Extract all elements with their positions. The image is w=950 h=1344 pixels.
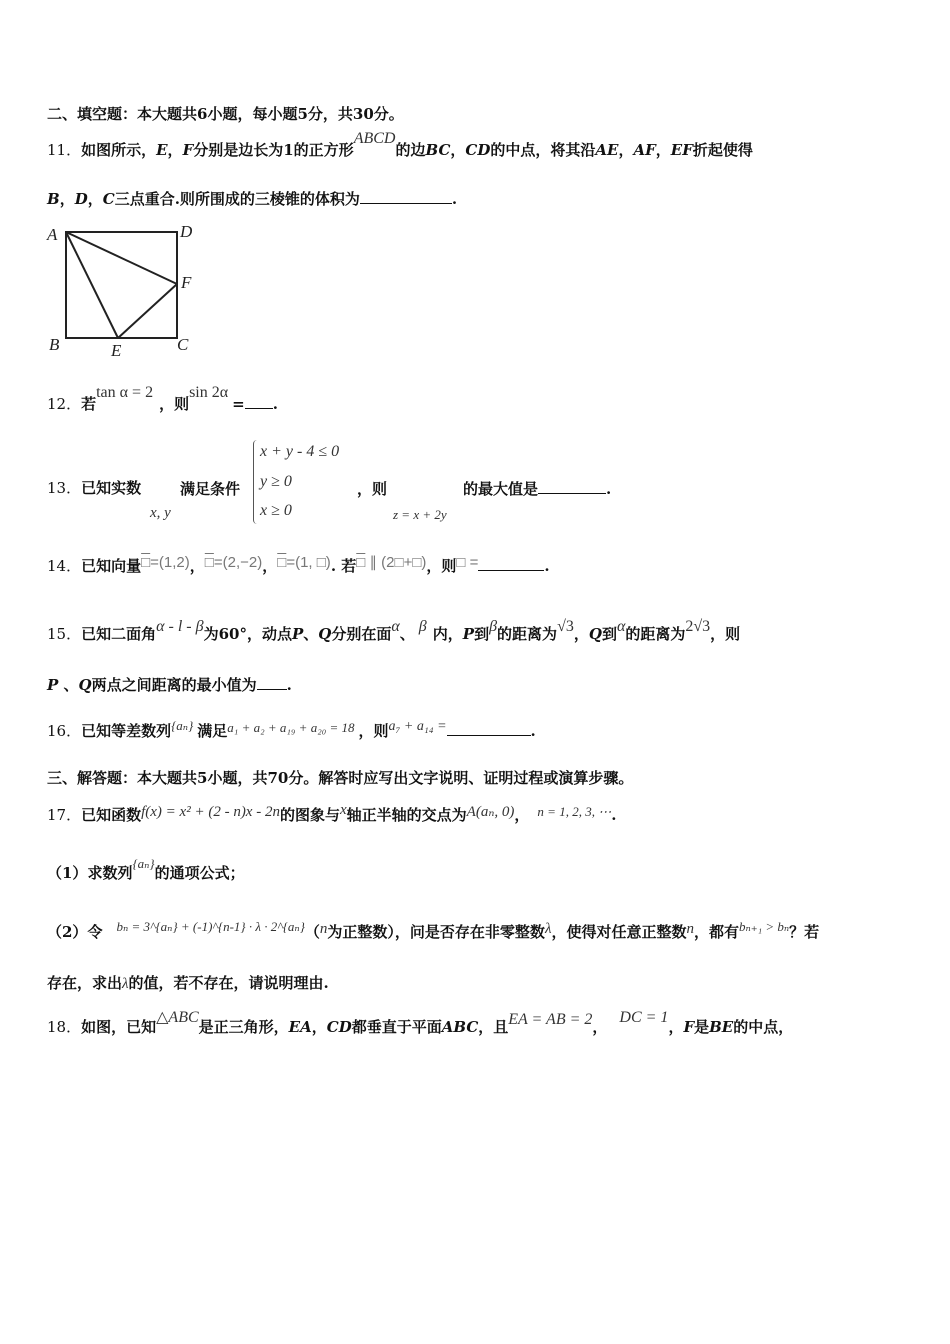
q15-line2: P 、Q两点之间距离的最小值为 . (47, 676, 292, 694)
label-d: D (180, 222, 193, 241)
q11-number: 11． (47, 141, 82, 159)
answer-blank (257, 675, 287, 690)
q13-vars: x, y (150, 505, 171, 521)
label-a: A (47, 225, 58, 244)
q13-text2: 满足条件 (180, 480, 241, 498)
q15-line1: 15．已知二面角α - l - β为60°，动点P、Q分别在面α、 β 内，P到β的距离为√3，Q到α的距离为2√3，则 (47, 618, 741, 643)
answer-blank (538, 479, 606, 494)
parallel-condition: □ ∥ (2□+□) (356, 554, 427, 571)
q13-text3: ，则 (357, 480, 388, 498)
system-brace (253, 440, 260, 524)
q17-part2-line2: 存在，求出λ的值，若不存在，请说明理由. (47, 974, 329, 992)
square-abcd (66, 232, 177, 338)
segment-ae (66, 232, 118, 338)
sequence-a: {aₙ} (171, 718, 194, 733)
section2-header: 二、填空题：本大题共6小题，每小题5分，共30分。 (47, 105, 404, 123)
q18-line1: 18．如图，已知△ABC是正三角形，EA，CD都垂直于平面ABC，且EA = AB = 2，DC = 1，F是BE的中点， (47, 1009, 794, 1036)
vector-b: □=(2,−2) (204, 554, 263, 571)
answer-blank (447, 721, 531, 736)
answer-blank (245, 394, 273, 409)
function-f: f(x) = x² + (2 - n)x - 2n (141, 804, 280, 820)
sequence-an: {aₙ} (132, 856, 155, 871)
segment-ef (118, 284, 177, 338)
vector-c-arrow-2: □ (356, 554, 366, 571)
q13-constraint1: x + y - 4 ≤ 0 (260, 443, 340, 460)
segment-af (66, 232, 177, 284)
q18-equation1: EA = AB = 2 (508, 1011, 593, 1028)
n-range: n = 1, 2, 3, ⋯ (537, 804, 612, 819)
sqrt-3: √3 (557, 618, 574, 635)
q13-constraint3: x ≥ 0 (260, 502, 292, 519)
section3-header: 三、解答题：本大题共5小题，共70分。解答时应写出文字说明、证明过程或演算步骤。 (47, 769, 634, 787)
q13-tail: 的最大值是 . (463, 480, 612, 498)
vector-a: □=(1,2) (141, 554, 190, 571)
label-b: B (49, 335, 60, 354)
dihedral-angle: α - l - β (156, 618, 204, 635)
inequality: bₙ₊₁ > bₙ (738, 919, 790, 934)
q12-condition: tan α = 2 (96, 384, 154, 401)
answer-blank (360, 189, 452, 204)
vector-b-arrow: □ (204, 554, 214, 571)
answer-blank (478, 556, 544, 571)
q17-line1: 17．已知函数f(x) = x² + (2 - n)x - 2n的图象与x轴正半轴的交点为A(aₙ, 0)， n = 1, 2, 3, ⋯. (47, 802, 617, 824)
q14-line: 14．已知向量□=(1,2)，□=(2,−2)，□=(1, □). 若□ ∥ (2□+□)，则□ = . (47, 554, 550, 575)
vector-a-arrow: □ (141, 554, 151, 571)
label-f: F (181, 273, 192, 292)
q16-line: 16．已知等差数列{aₙ} 满足a₁ + a₂ + a₁₉ + a₂₀ = 18 ，则a₇ + a₁₄ = . (47, 718, 536, 740)
sequence-bn: bₙ = 3^{aₙ} + (-1)^{n-1} · λ · 2^{aₙ} (116, 919, 305, 934)
q16-expression: a₇ + a₁₄ = (388, 719, 447, 734)
q13-line: 13．已知实数 (47, 479, 142, 497)
q12-expression: sin 2α (189, 384, 229, 401)
point-a: A(aₙ, 0) (466, 804, 515, 820)
two-sqrt-3: 2√3 (685, 618, 711, 635)
q11-abcd-math: ABCD (353, 130, 396, 147)
label-e: E (111, 341, 122, 360)
q12-line: 12．若tan α = 2，则sin 2α= . (47, 384, 278, 413)
q11-line1: 11．如图所示，E，F分别是边长为1的正方形ABCD的边BC，CD的中点，将其沿AE，AF，EF折起使得 (47, 130, 753, 159)
q18-equation2: DC = 1 (619, 1009, 669, 1026)
square-figure (44, 222, 204, 362)
vector-c: □=(1, □) (277, 554, 331, 571)
vector-c-arrow: □ (277, 554, 287, 571)
triangle-abc: △ABC (156, 1009, 199, 1026)
label-c: C (177, 335, 189, 354)
q13-objective: z = x + 2y (393, 507, 447, 522)
q17-part2-line1: （2）令 bₙ = 3^{aₙ} + (-1)^{n-1} · λ · 2^{aₙ}（n为正整数），问是否存在非零整数λ，使得对任意正整数n，都有bₙ₊₁ > bₙ？若 (47, 919, 820, 941)
q13-constraint2: y ≥ 0 (260, 473, 292, 490)
q17-part1: （1）求数列{aₙ}的通项公式； (47, 856, 245, 882)
q11-line2: B，D，C三点重合.则所围成的三棱锥的体积为 . (47, 190, 458, 208)
q16-condition: a₁ + a₂ + a₁₉ + a₂₀ = 18 (227, 720, 355, 735)
